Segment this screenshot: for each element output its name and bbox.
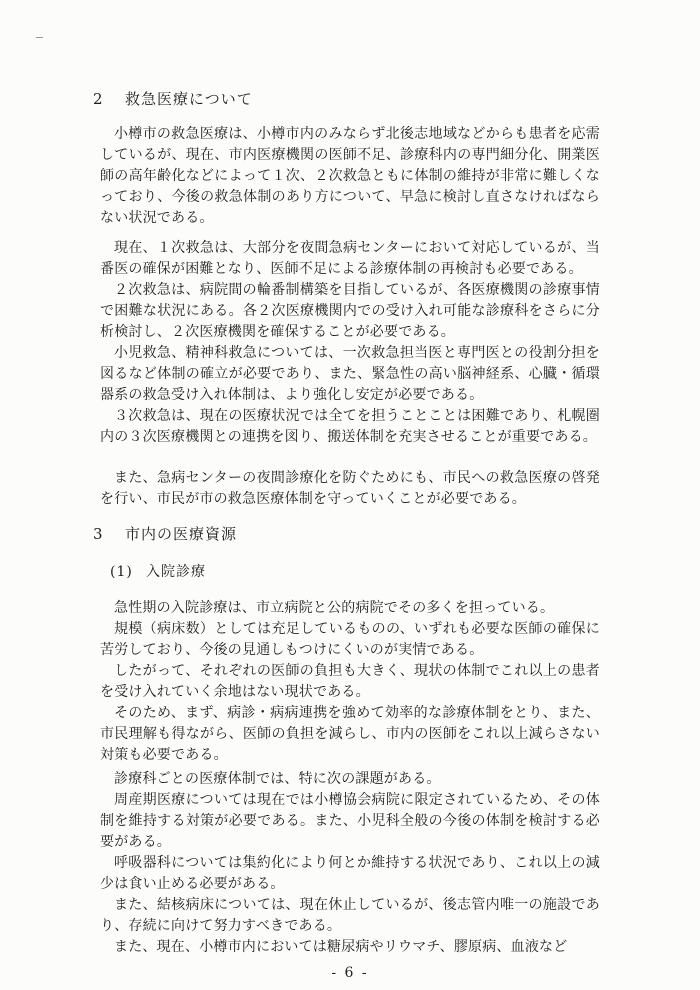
paragraph: 急性期の入院診療は、市立病院と公的病院でその多くを担っている。: [114, 600, 555, 616]
page-number: - 6 -: [331, 965, 369, 981]
paragraph: したがって、それぞれの医師の負担も大きく、現状の体制でこれ以上の患者を受け入れていく余地はない現状である。: [100, 663, 600, 700]
subsection-1-title: 入院診療: [146, 564, 206, 580]
section-3-number: 3: [93, 525, 104, 543]
paragraph: また、現在、小樽市内においては糖尿病やリウマチ、膠原病、血液など: [114, 939, 568, 955]
paragraph: また、結核病床については、現在休止しているが、後志管内唯一の施設であり、存続に向けて努力すべきである。: [100, 897, 600, 934]
paragraph: ２次救急は、病院間の輪番制構築を目指しているが、各医療機関の診療事情で困難な状況にある。各２次医療機関内での受け入れ可能な診療科をさらに分析検討し、２次医療機関を確保することが必要である。: [100, 282, 600, 340]
paragraph: また、急病センターの夜間診療化を防ぐためにも、市民への救急医療の啓発を行い、市民が市の救急医療体制を守っていくことが必要である。: [100, 470, 600, 507]
paragraph: 小樽市の救急医療は、小樽市内のみならず北後志地域などからも患者を応需しているが、現在、市内医療機関の医師不足、診療科内の専門細分化、開業医師の高年齢化などによって１次、２次救急ともに体制の維持が非常に難しくなっており、今後の救急体制のあり方について、早急に検討し直さなければならない状況である。: [100, 126, 600, 226]
section-3-heading: [93, 523, 237, 544]
section-2-number: 2: [93, 90, 104, 108]
paragraph: ３次救急は、現在の医療状況では全てを担うことことは困難であり、札幌圏内の３次医療機関との連携を図り、搬送体制を充実させることが重要である。: [100, 408, 600, 445]
section-2-heading: [93, 88, 253, 109]
paragraph: そのため、まず、病診・病病連携を強めて効率的な診療体制をとり、また、市民理解も得ながら、医師の負担を減らし、市内の医師をこれ以上減らさない対策も必要である。: [100, 705, 600, 763]
section-2-title: 救急医療について: [125, 90, 253, 108]
paragraph: 現在、１次救急は、大部分を夜間急病センターにおいて対応しているが、当番医の確保が困難となり、医師不足による診療体制の再検討も必要である。: [100, 240, 600, 277]
subsection-1-heading: [110, 561, 206, 581]
paragraph: 小児救急、精神科救急については、一次救急担当医と専門医との役割分担を図るなど体制の確立が必要であり、また、緊急性の高い脳神経系、心臓・循環器系の救急受け入れ体制は、より強化し安定が必要である。: [100, 345, 600, 403]
scan-mark: [36, 37, 43, 38]
paragraph: 規模（病床数）としては充足しているものの、いずれも必要な医師の確保に苦労しており、今後の見通しもつけにくいのが実情である。: [100, 621, 600, 658]
subsection-1-number: (1): [110, 564, 133, 580]
paragraph: 周産期医療については現在では小樽協会病院に限定されているため、その体制を維持する対策が必要である。また、小児科全般の今後の体制を検討する必要がある。: [100, 792, 600, 850]
section-3-title: 市内の医療資源: [125, 525, 238, 543]
paragraph: 診療科ごとの医療体制では、特に次の課題がある。: [114, 771, 441, 787]
paragraph: 呼吸器科については集約化により何とか維持する状況であり、これ以上の減少は食い止める必要がある。: [100, 855, 600, 892]
